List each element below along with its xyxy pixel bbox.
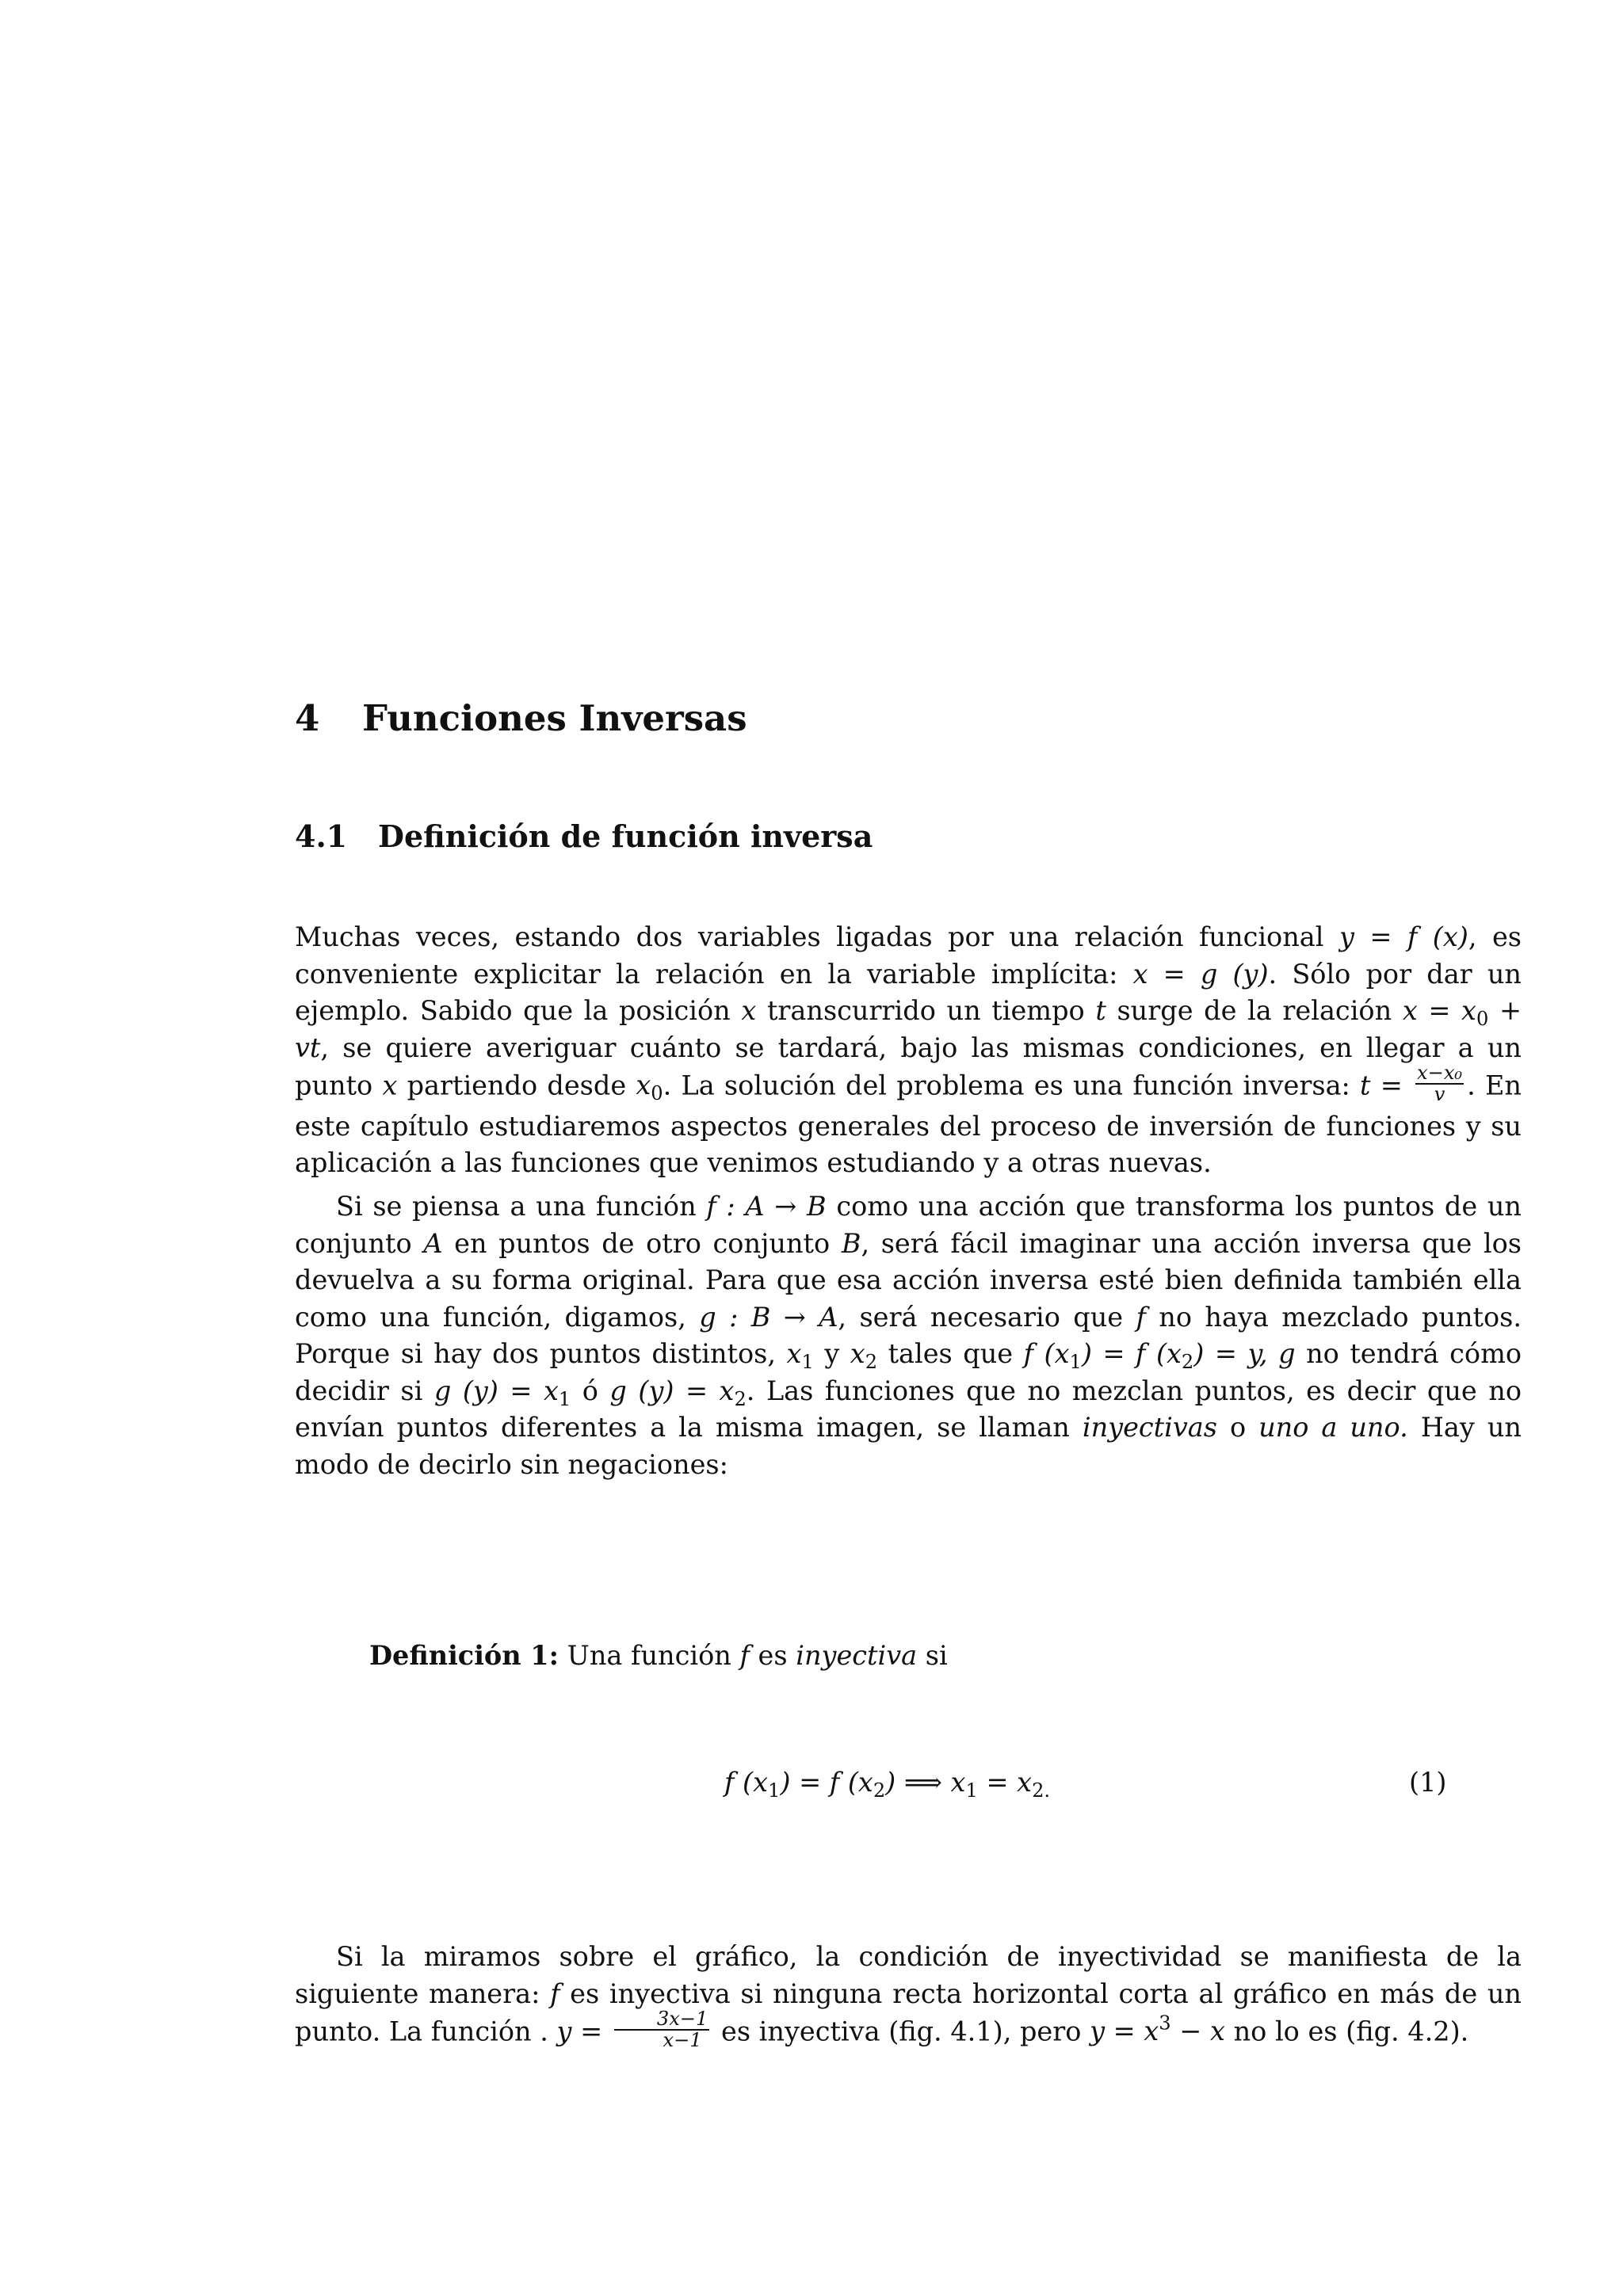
subsection-heading [295,818,873,854]
section-title: Funciones Inversas [362,697,747,739]
paragraph-intro: Muchas veces, estando dos variables ligadas por una relación funcional y = f (x), es conveniente explicitar la relación en la variable implícita: x = g (y). Sólo por dar un ejemplo. Sabido que la posición x transcurrido un tiempo t surge de la relación $x = x_0$ + vt, se quiere averiguar cuánto se tardará, bajo las mismas condiciones, en llegar a un punto x partiendo desde $x_0$. La solución del problema es una función inversa: t = $\frac{\text{x−x₀}}{v}$ . En este capítulo estudiaremos aspectos generales del proceso de inversión de funciones y su aplicación a las funciones que venimos estudiando y a otras nuevas. [295,921,1522,1179]
paragraph-graph-condition: Si la miramos sobre el gráfico, la condición de inyectividad se manifiesta de la siguiente manera: f es inyectiva si ninguna recta horizontal corta al gráfico en más de un punto. La función . y = $\frac{3x-1}{x-1}$ es inyectiva (fig. 4.1), pero $y = x^3 - x$ no lo es (fig. 4.2). [295,1941,1522,2052]
fraction-example-function: $\frac{3x-1}{x-1}$ [614,2009,709,2051]
definition-label: Definición 1: [369,1640,559,1671]
definition-1: Definición 1: Una función f es inyectiva si [369,1640,948,1671]
section-number: 4 [295,697,320,739]
section-heading [295,697,747,739]
equation-injective: f $(x_1) = f$ $(x_2)$ ⟹ $x_1 = x_{2.}$ [724,1767,1051,1802]
subsection-title: Definición de función inversa [378,818,873,854]
fraction-inverse-time: $\frac{\text{x−x₀}}{v}$ [1417,1062,1463,1106]
paragraph-injective-intro: Si se piensa a una función f : A → B como una acción que transforma los puntos de un conjunto A en puntos de otro conjunto B, será fácil imaginar una acción inversa que los devuelva a su forma original. Para que esa acción inversa esté bien definida también ella como una función, digamos, g : B → A, será necesario que f no haya mezclado puntos. Porque si hay dos puntos distintos, $x_1$ y $x_2$ tales que f $(x_1) = f$ $(x_2) = y$, g no tendrá cómo decidir si g $(y) = x_1$ ó g $(y) = x_2$. Las funciones que no mezclan puntos, es decir que no envían puntos diferentes a la misma imagen, se llaman inyectivas o uno a uno. Hay un modo de decirlo sin negaciones: [295,1191,1522,1480]
equation-number: (1) [1409,1767,1447,1798]
subsection-number: 4.1 [295,818,348,854]
